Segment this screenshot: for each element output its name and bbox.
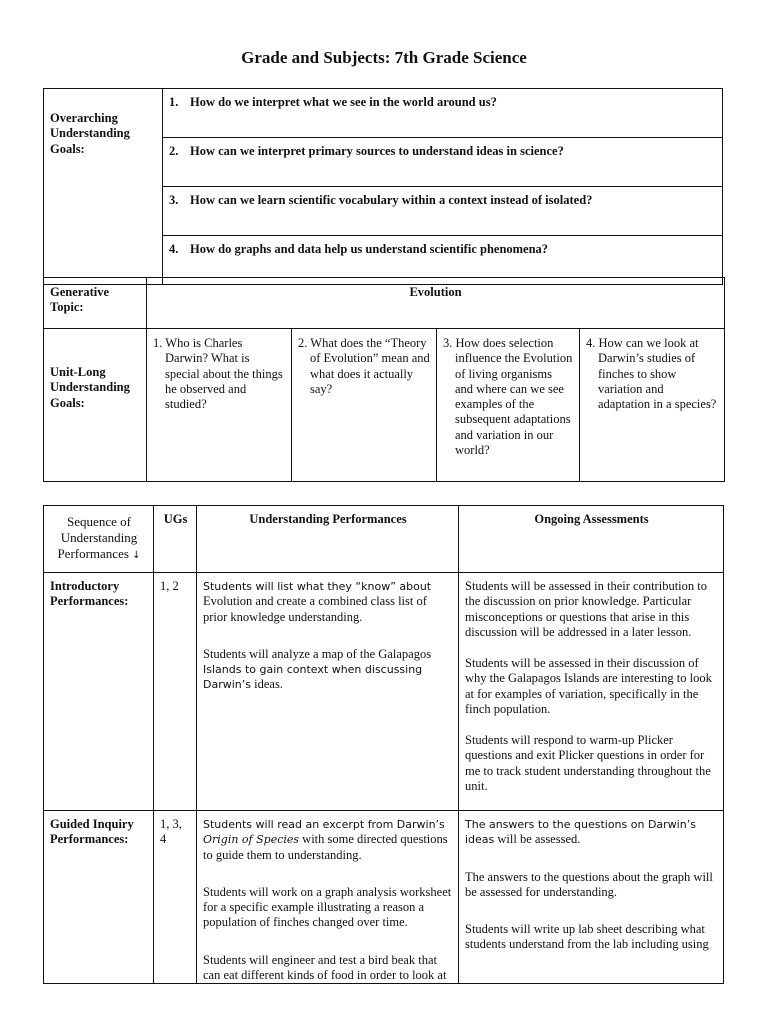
performance-item: Students will analyze a map of the Galapagos Islands to gain context when discussing Darwin’s ideas. bbox=[203, 646, 432, 692]
performance-item: Students will read an excerpt from Darwin’s Origin of Species with some directed questions to guide them to understanding. bbox=[203, 818, 448, 862]
row-performances bbox=[197, 811, 459, 984]
assessment-item: Students will be assessed in their discussion of why the Galapagos Islands are interesting to look at for examples of variation, specifically in the finch population. bbox=[465, 656, 712, 716]
overarching-goals-table bbox=[43, 88, 723, 285]
arrow-down-icon: ↓ bbox=[132, 549, 141, 561]
assessments-header: Ongoing Assessments bbox=[459, 506, 724, 573]
row-assessments bbox=[459, 811, 724, 984]
performances-table bbox=[43, 505, 724, 984]
page-title: Grade and Subjects: 7th Grade Science bbox=[241, 48, 527, 67]
row-performances bbox=[197, 573, 459, 811]
overarching-goals-label: Overarching Understanding Goals: bbox=[44, 89, 163, 285]
assessment-item: Students will be assessed in their contribution to the discussion on prior knowledge. Particular misconceptions or questions that arise in this discussion will be addressed in a later lesson. bbox=[465, 579, 707, 639]
assessment-item: Students will respond to warm-up Plicker questions and exit Plicker questions in order for me to track student understanding throughout the unit. bbox=[465, 733, 711, 793]
unit-goal-4: 4. How can we look at Darwin’s studies of finches to show variation and adaptation in a species? bbox=[580, 329, 725, 482]
generative-topic-value: Evolution bbox=[147, 278, 725, 329]
unit-goal-3: 3. How does selection influence the Evolution of living organisms and where can we see examples of the subsequent adaptations and variation in our world? bbox=[437, 329, 580, 482]
overarching-question: 2. How can we interpret primary sources to understand ideas in science? bbox=[163, 138, 723, 187]
overarching-question: 1. How do we interpret what we see in the world around us? bbox=[163, 89, 723, 138]
unit-goal-2: 2. What does the “Theory of Evolution” mean and what does it actually say? bbox=[292, 329, 437, 482]
overarching-question: 4. How do graphs and data help us understand scientific phenomena? bbox=[163, 236, 723, 285]
assessment-item: Students will write up lab sheet describing what students understand from the lab including using bbox=[465, 922, 709, 952]
performance-item: Students will list what they “know” about Evolution and create a combined class list of prior knowledge understanding. bbox=[203, 580, 432, 624]
performances-header: Understanding Performances bbox=[197, 506, 459, 573]
generative-topic-label: Generative Topic: bbox=[44, 278, 147, 329]
overarching-question: 3. How can we learn scientific vocabulary within a context instead of isolated? bbox=[163, 187, 723, 236]
performance-item: Students will engineer and test a bird beak that can eat different kinds of food in order to look at bbox=[203, 952, 447, 982]
generative-topic-table bbox=[43, 277, 725, 482]
assessment-item: The answers to the questions about the graph will be assessed for understanding. bbox=[465, 869, 713, 899]
sequence-header: Sequence of Understanding Performances ↓ bbox=[44, 506, 154, 573]
row-ugs: 1, 3, 4 bbox=[154, 811, 197, 984]
row-assessments bbox=[459, 573, 724, 811]
row-ugs: 1, 2 bbox=[154, 573, 197, 811]
performance-item: Students will work on a graph analysis worksheet for a specific example illustrating a reason a population of finches changed over time. bbox=[203, 884, 452, 930]
unit-long-goals-label: Unit-Long Understanding Goals: bbox=[44, 329, 147, 482]
row-label-guided-inquiry: Guided Inquiry Performances: bbox=[44, 811, 154, 984]
assessment-item: The answers to the questions on Darwin’s ideas will be assessed. bbox=[465, 818, 696, 847]
unit-goal-1: 1. Who is Charles Darwin? What is special about the things he observed and studied? bbox=[147, 329, 292, 482]
row-label-introductory: Introductory Performances: bbox=[44, 573, 154, 811]
ugs-header: UGs bbox=[154, 506, 197, 573]
